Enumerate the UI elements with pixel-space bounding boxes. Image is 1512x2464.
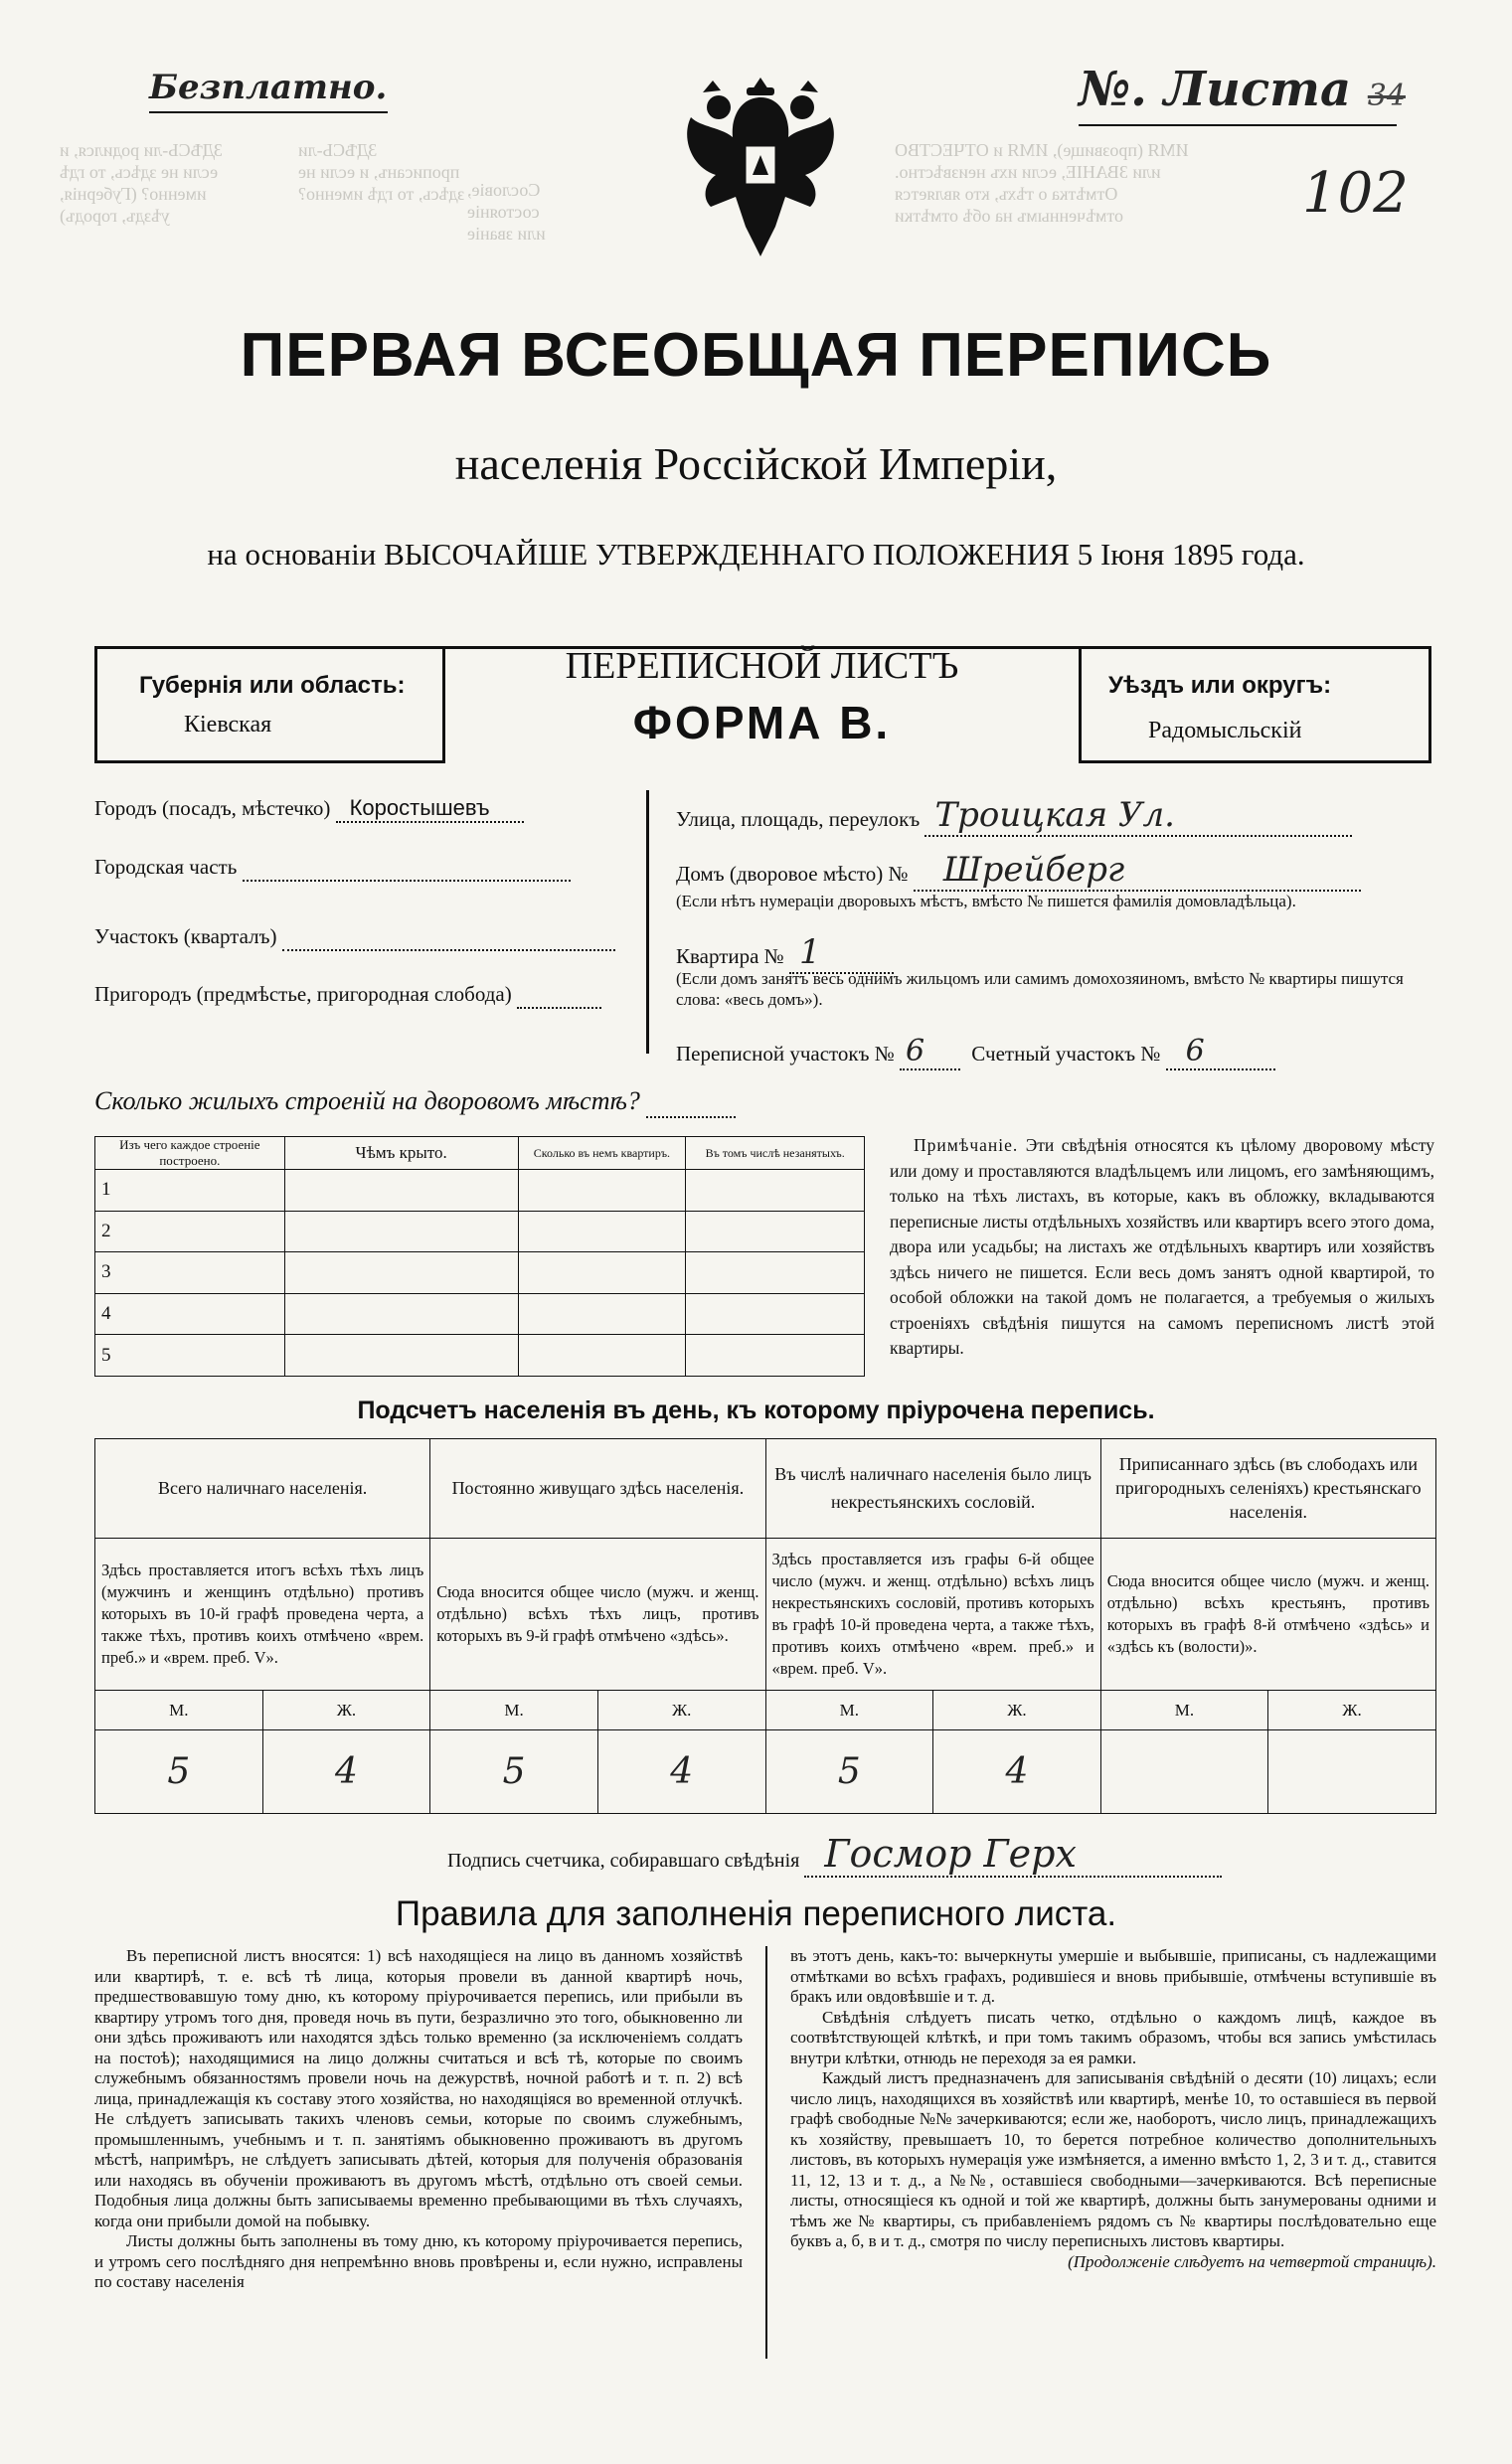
divider: [765, 1946, 767, 2359]
underline: [149, 111, 388, 113]
rules-paragraph: Свѣдѣнія слѣдуетъ писать четко, отдѣльно о каждомъ лицѣ, каждое въ соотвѣтствующей клѣткѣ, и при томъ такимъ образомъ, чтобы вся запись умѣстилась внутри клѣтки, отнюдь не переходя за ея рамки.: [790, 2007, 1436, 2067]
kvartira-note: (Если домъ занятъ весь однимъ жильцомъ или самимъ домохозяиномъ, вмѣсто № квартиры пишутся слова: «весь домъ»).: [676, 969, 1404, 1009]
pop-value: [1100, 1730, 1267, 1814]
sheet-number: №. Листа 34: [1079, 62, 1406, 117]
table-row: 4: [95, 1293, 865, 1335]
table-row: 5: [95, 1335, 865, 1377]
uezd-label: Уѣздъ или округъ:: [1108, 672, 1332, 699]
pop-col-desc: Здѣсь проставляется итогъ всѣхъ тѣхъ лицъ (мужчинъ и женщинъ отдѣльно) противъ которыхъ въ 10-й графѣ проведена черта, а также тѣхъ, противъ коихъ отмѣчено «врем. преб.» и «врем. преб. V».: [95, 1538, 430, 1690]
pop-value: 5: [430, 1730, 598, 1814]
buildings-table: [94, 1136, 865, 1377]
table-row: 1: [95, 1170, 865, 1212]
f-label: Ж.: [597, 1690, 765, 1730]
pop-col-title: Постоянно живущаго здѣсь населенія.: [430, 1439, 765, 1539]
gorod-field: Городъ (посадъ, мѣстечко) Коростышевъ: [94, 795, 524, 823]
uchastki-field: Переписной участокъ № 6 Счетный участокъ № 6: [676, 1034, 1275, 1070]
rules-left-column: [94, 1946, 743, 2293]
signature-field: Подпись счетчика, собиравшаго свѣдѣнія Госмор Герх: [447, 1832, 1222, 1878]
bleed-text: ИМЯ (прозвище), ИМЯ и ОТЧЕСТВО или ЗВАНІЕ, если ихъ неизвѣстно. Отмѣтка о тѣхъ, кто является отмѣченнымъ на обѣ отмѣтки: [895, 140, 1189, 226]
divider: [1079, 760, 1431, 763]
m-label: М.: [1100, 1690, 1267, 1730]
underline: [1079, 124, 1397, 126]
dom-field: Домъ (дворовое мѣсто) № Шрейберг: [676, 850, 1361, 892]
divider: [1079, 646, 1082, 763]
uchastok-field: Участокъ (кварталъ): [94, 924, 615, 951]
pop-value: 4: [933, 1730, 1101, 1814]
rules-paragraph: Каждый листъ предназначенъ для записыванія свѣдѣній о десяти (10) лицахъ; если число лицъ, находящихся въ хозяйствѣ или квартирѣ, менѣе 10, то оставшіеся въ первой графѣ свободные №№ зачеркиваются; если же, наоборотъ, число лицъ, принадлежащихъ къ хозяйству, превышаетъ 10, то берется потребное количество дополнительныхъ листовъ, въ которыхъ нумерація уже измѣняется, а именно вмѣсто 1, 2, 3 и т. д., ставится 11, 12, 13 и т. д., а №№, оставшіеся свободными—зачеркиваются. Всѣ переписные листы, относящіеся къ одной и той же квартирѣ, должны быть занумерованы одними и тѣмъ же № квартиры, съ прибавленіемъ рядомъ съ № квартиры послѣдовательно еще буквъ а, б, в и т. д., смотря по числу переписныхъ листовъ квартиры.: [790, 2068, 1436, 2250]
decree-line: на основаніи ВЫСОЧАЙШЕ УТВЕРЖДЕННАГО ПОЛОЖЕНИЯ 5 Іюня 1895 года.: [207, 537, 1305, 572]
divider: [646, 790, 649, 1054]
table-header: Сколько въ немъ квартиръ.: [518, 1137, 686, 1170]
kvartira-field: Квартира № 1: [676, 932, 894, 974]
pop-value: [1268, 1730, 1436, 1814]
f-label: Ж.: [933, 1690, 1101, 1730]
uezd-value: Радомысльскій: [1148, 718, 1302, 743]
pop-col-title: Приписаннаго здѣсь (въ слободахъ или пригородныхъ селеніяхъ) крестьянскаго населенія.: [1100, 1439, 1435, 1539]
population-table: [94, 1438, 1436, 1814]
bleed-text: ЗДѢСЬ-ли родился, и если не здѣсь, то гдѣ именно? (Губернія, уѣздъ, городъ): [60, 140, 223, 226]
gubernia-label: Губернія или область:: [139, 672, 406, 699]
buildings-note: Примѣчаніе. Эти свѣдѣнія относятся къ цѣлому дворовому мѣсту или дому и проставляются владѣльцемъ или лицомъ, его замѣняющимъ, только на тѣхъ листахъ, въ которые, какъ въ обложку, вкладываются переписные листы отдѣльныхъ хозяйствъ или квартиръ всего этого дома, двора или усадьбы; на листахъ же отдѣльныхъ квартиръ или хозяйствъ здѣсь ничего не пишется. Если весь домъ занятъ одной квартирой, то особой обложки на такой домъ не полагается, а требуемыя о жилыхъ строеніяхъ свѣдѣнія пишутся на самомъ переписномъ листѣ этой квартиры.: [890, 1135, 1435, 1358]
table-header: Въ томъ числѣ незанятыхъ.: [686, 1137, 865, 1170]
rules-heading: Правила для заполненія переписного листа.: [395, 1894, 1117, 1933]
rules-paragraph: Листы должны быть заполнены въ тому дню, къ которому пріурочивается перепись, и утромъ сего послѣдняго дня непремѣнно вновь провѣрены и, если нужно, исправлены по составу населенія: [94, 2231, 743, 2291]
f-label: Ж.: [1268, 1690, 1436, 1730]
rules-continuation: (Продолженіе слѣдуетъ на четвертой страницѣ).: [1068, 2251, 1436, 2271]
pop-col-title: Всего наличнаго населенія.: [95, 1439, 430, 1539]
pop-value: 4: [597, 1730, 765, 1814]
table-row: 2: [95, 1211, 865, 1252]
table-row: 3: [95, 1252, 865, 1294]
ulica-field: Улица, площадь, переулокъ Троицкая Ул.: [676, 795, 1352, 837]
buildings-question: Сколько жилыхъ строеній на дворовомъ мѣстѣ?: [94, 1086, 736, 1118]
population-heading: Подсчетъ населенія въ день, къ которому пріурочена перепись.: [357, 1396, 1155, 1424]
bleed-text: ЗДѢСЬ-ли прописанъ, и если не здѣсь, то гдѣ именно?: [298, 140, 465, 204]
free-label: Безплатно.: [149, 68, 388, 107]
pop-value: 4: [262, 1730, 430, 1814]
page-subtitle: населенія Россійской Имперіи,: [454, 438, 1058, 489]
handwritten-sheet-number: 102: [1302, 161, 1409, 226]
m-label: М.: [95, 1690, 263, 1730]
m-label: М.: [765, 1690, 933, 1730]
prigorod-field: Пригородъ (предмѣстье, пригородная слобода): [94, 982, 601, 1009]
pop-value: 5: [95, 1730, 263, 1814]
pop-value: 5: [765, 1730, 933, 1814]
divider: [94, 646, 97, 763]
divider: [94, 760, 442, 763]
form-name: ФОРМА В.: [632, 697, 892, 748]
dom-note: (Если нѣтъ нумераціи дворовыхъ мѣстъ, вмѣсто № пишется фамилія домовладѣльца).: [676, 892, 1296, 910]
imperial-eagle-icon: [661, 58, 860, 271]
pop-col-desc: Сюда вносится общее число (мужч. и женщ. отдѣльно) всѣхъ крестьянъ, противъ которыхъ въ графѣ 8-й отмѣчено «здѣсь» и «здѣсь къ (волости)».: [1100, 1538, 1435, 1690]
pop-col-title: Въ числѣ наличнаго населенія было лицъ некрестьянскихъ сословій.: [765, 1439, 1100, 1539]
gubernia-value: Кіевская: [184, 712, 272, 738]
table-header: Чѣмъ крыто.: [284, 1137, 518, 1170]
f-label: Ж.: [262, 1690, 430, 1730]
pop-col-desc: Здѣсь проставляется изъ графы 6-й общее число (мужч. и женщ. отдѣльно) всѣхъ лицъ некрестьянскихъ сословій, противъ которыхъ въ графѣ 10-й проведена черта, а также тѣхъ, противъ коихъ отмѣчено «врем. преб.» и «врем. преб. V».: [765, 1538, 1100, 1690]
table-header: Изъ чего каждое строеніе построено.: [95, 1137, 285, 1170]
gor-chast-field: Городская часть: [94, 855, 571, 882]
pop-col-desc: Сюда вносится общее число (мужч. и женщ. отдѣльно) всѣхъ тѣхъ лицъ, противъ которыхъ въ 9-й графѣ отмѣчено «здѣсь».: [430, 1538, 765, 1690]
rules-right-column: [790, 1946, 1436, 2272]
page-title: ПЕРВАЯ ВСЕОБЩАЯ ПЕРЕПИСЬ: [240, 321, 1272, 390]
divider: [1428, 646, 1431, 763]
m-label: М.: [430, 1690, 598, 1730]
rules-paragraph: въ этотъ день, какъ-то: вычеркнуты умершіе и выбывшіе, приписаны, съ надлежащими отмѣтками во всѣхъ графахъ, родившіеся и вновь прибывшіе, отмѣчены вступившіе въ бракъ или овдовѣвшіе и т. д.: [790, 1946, 1436, 2006]
rules-paragraph: Въ переписной листъ вносятся: 1) всѣ находящіеся на лицо въ данномъ хозяйствѣ или квартирѣ, т. е. всѣ тѣ лица, которыя провели въ данной квартирѣ ночь, предшествовавшую тому дню, къ которому пріурочивается перепись, или прибыли въ квартиру утромъ того дня, проведя ночь въ пути, безразлично это того, обыкновенно ли они здѣсь проживаютъ или находятся здѣсь только временно (за исключеніемъ солдатъ на постоѣ); находящимися на лицо должны считаться и всѣ тѣ, которые по своимъ служебнымъ обязанностямъ провели ночь на дежурствѣ, ночной работѣ и т. п. 2) всѣ лица, принадлежащія къ составу этого хозяйства, но находящіяся во временной отлучкѣ. Не слѣдуетъ записывать такихъ членовъ семьи, которые по своимъ служебнымъ, промышленнымъ, учебнымъ и т. п. занятіямъ обыкновенно проживаютъ въ другомъ мѣстѣ, напримѣръ, не слѣдуетъ записывать дѣтей, которыя для полученія образованія или находясь въ обученіи проживаютъ въ другомъ мѣстѣ, отдѣльно отъ своей семьи. Подобныя лица должны быть записываемы временно пребывающими въ тѣхъ случаяхъ, когда они прибыли домой на побывку.: [94, 1946, 743, 2230]
sheet-title: ПЕРЕПИСНОЙ ЛИСТЪ: [565, 645, 959, 687]
bleed-text: Сословіе, состояніе или званіе: [467, 180, 546, 244]
